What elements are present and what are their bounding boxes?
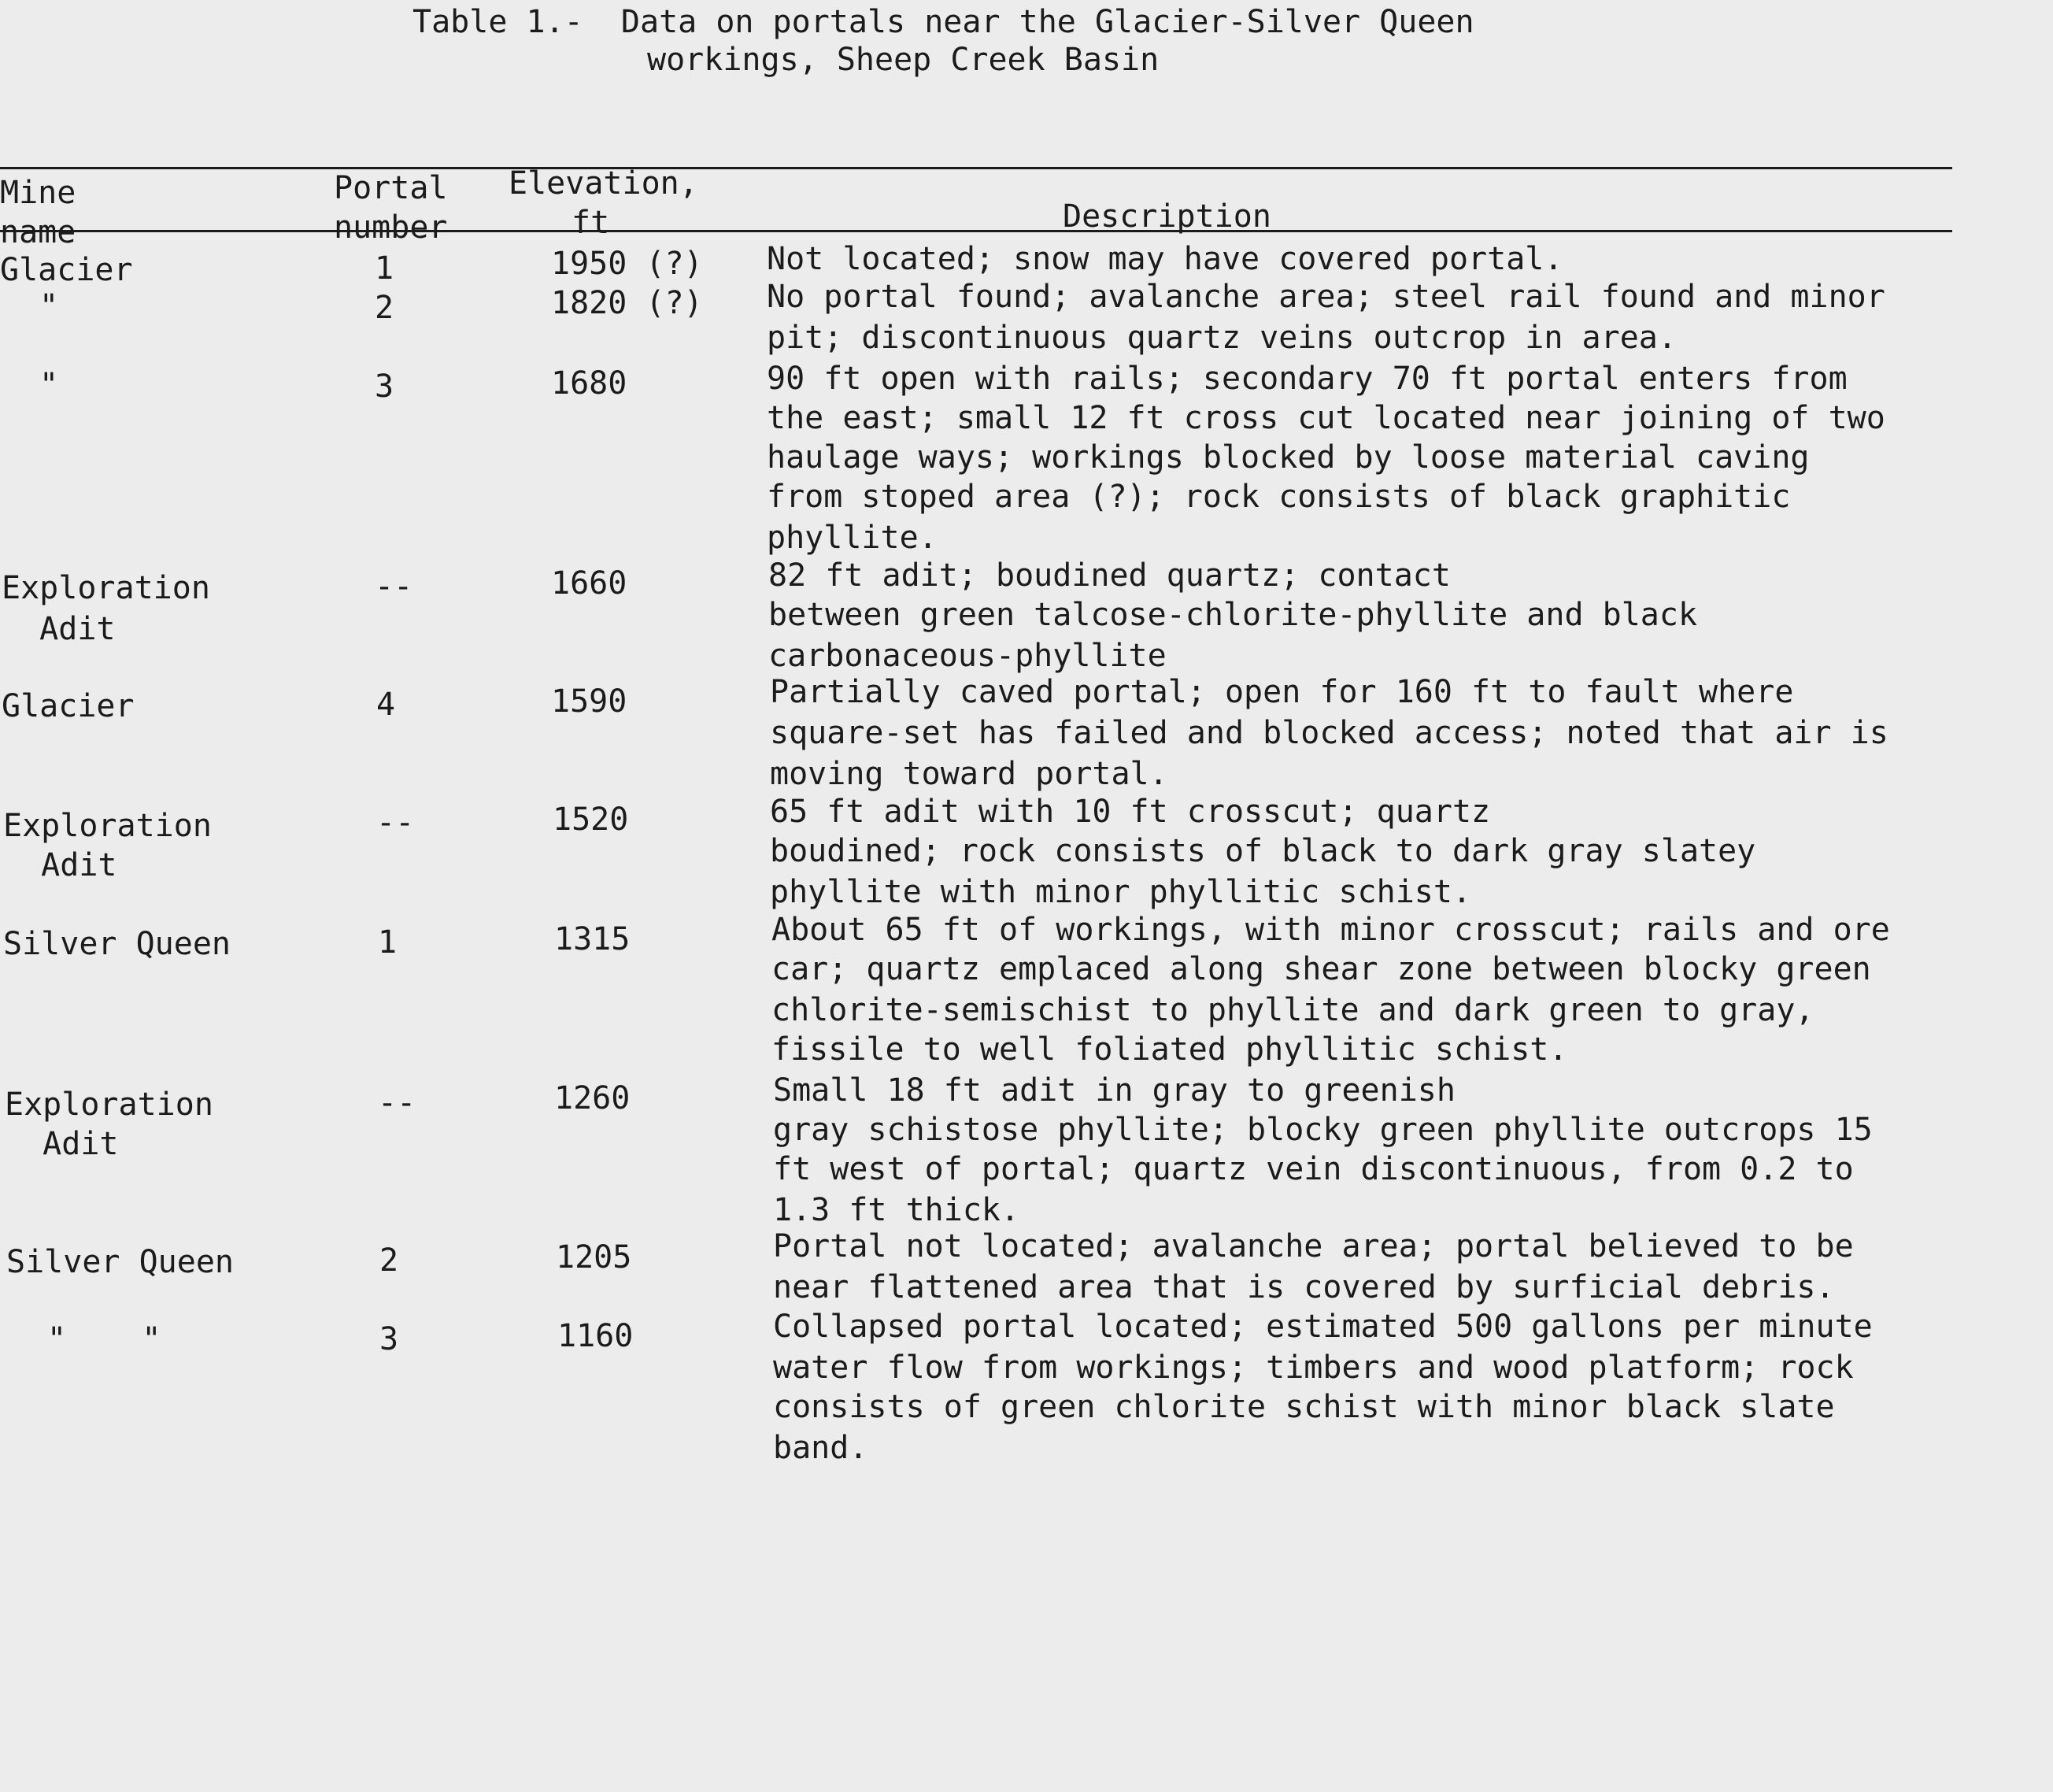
row-8-mine-line-1: Exploration — [5, 1087, 213, 1123]
row-3-portal: 3 — [375, 368, 394, 405]
row-1-mine: Glacier — [0, 252, 133, 288]
row-8-description-line-2: gray schistose phyllite; blocky green phyllite outcrops 15 — [773, 1112, 1873, 1148]
row-5-description-line-2: square-set has failed and blocked access; noted that air is — [770, 715, 1888, 751]
row-6-description-line-1: 65 ft adit with 10 ft crosscut; quartz — [770, 794, 1491, 830]
row-8-description-line-4: 1.3 ft thick. — [773, 1192, 1020, 1228]
row-3-description-line-3: haulage ways; workings blocked by loose material caving — [767, 439, 1810, 476]
row-3-description-line-5: phyllite. — [767, 520, 938, 556]
row-9-portal: 2 — [379, 1242, 399, 1279]
row-3-description-line-4: from stoped area (?); rock consists of black graphitic — [767, 479, 1791, 515]
row-7-description-line-3: chlorite-semischist to phyllite and dark green to gray, — [771, 992, 1814, 1028]
row-4-description-line-3: carbonaceous-phyllite — [768, 638, 1167, 674]
top-rule — [0, 167, 1952, 169]
table-title-line-2: workings, Sheep Creek Basin — [647, 42, 1160, 78]
row-4-mine-line-1: Exploration — [2, 570, 210, 606]
row-7-description-line-1: About 65 ft of workings, with minor crosscut; rails and ore — [771, 912, 1890, 948]
row-6-description-line-2: boudined; rock consists of black to dark gray slatey — [770, 833, 1756, 869]
row-9-mine: Silver Queen — [6, 1244, 234, 1280]
row-5-portal: 4 — [376, 687, 396, 723]
row-10-elevation: 1160 — [557, 1318, 634, 1354]
row-8-elevation: 1260 — [554, 1080, 631, 1116]
header-elevation-line-1: Elevation, — [509, 165, 698, 202]
row-8-mine-line-2: Adit — [5, 1126, 119, 1162]
row-7-description-line-4: fissile to well foliated phyllitic schist. — [771, 1031, 1568, 1068]
row-7-mine: Silver Queen — [3, 926, 231, 962]
row-8-portal: -- — [378, 1085, 416, 1121]
header-portal-number-line-2: number — [334, 209, 448, 246]
row-8-description-line-1: Small 18 ft adit in gray to greenish — [773, 1072, 1456, 1109]
row-9-elevation: 1205 — [556, 1239, 632, 1276]
row-3-elevation: 1680 — [551, 365, 627, 402]
row-7-portal: 1 — [378, 924, 398, 961]
row-6-elevation: 1520 — [553, 802, 629, 838]
header-mine-name-line-2: name — [0, 214, 76, 250]
header-elevation-line-2: ft — [572, 205, 610, 241]
header-portal-number-line-1: Portal — [334, 170, 448, 206]
row-9-description-line-2: near flattened area that is covered by surficial debris. — [773, 1269, 1835, 1305]
row-2-elevation: 1820 (?) — [551, 285, 703, 321]
row-3-mine: " — [39, 367, 59, 403]
row-4-elevation: 1660 — [551, 565, 627, 602]
row-7-elevation: 1315 — [554, 921, 631, 957]
row-1-description-line-1: Not located; snow may have covered portal. — [767, 241, 1563, 277]
row-2-description-line-2: pit; discontinuous quartz veins outcrop in area. — [767, 320, 1677, 356]
row-4-description-line-2: between green talcose-chlorite-phyllite and black — [768, 597, 1698, 633]
row-5-elevation: 1590 — [551, 683, 627, 720]
row-9-description-line-1: Portal not located; avalanche area; portal believed to be — [773, 1228, 1854, 1264]
row-5-mine: Glacier — [2, 688, 135, 724]
row-6-description-line-3: phyllite with minor phyllitic schist. — [770, 874, 1472, 910]
row-1-portal: 1 — [375, 250, 394, 287]
row-3-description-line-1: 90 ft open with rails; secondary 70 ft portal enters from — [767, 361, 1848, 397]
table-title-line-1: Table 1.- Data on portals near the Glacier-Silver Queen — [412, 4, 1474, 40]
row-2-portal: 2 — [375, 290, 394, 326]
row-7-description-line-2: car; quartz emplaced along shear zone between blocky green — [771, 951, 1871, 987]
row-6-portal: -- — [376, 805, 415, 841]
row-6-mine-line-1: Exploration — [3, 808, 212, 844]
row-4-portal: -- — [375, 568, 413, 605]
row-5-description-line-3: moving toward portal. — [770, 756, 1168, 792]
row-10-description-line-2: water flow from workings; timbers and wood platform; rock — [773, 1350, 1854, 1386]
row-4-mine-line-2: Adit — [2, 611, 116, 647]
header-mine-name-line-1: Mine — [0, 175, 76, 211]
row-3-description-line-2: the east; small 12 ft cross cut located near joining of two — [767, 400, 1885, 436]
row-10-description-line-4: band. — [773, 1430, 868, 1466]
header-rule — [0, 230, 1952, 232]
row-6-mine-line-2: Adit — [3, 847, 117, 883]
row-10-description-line-3: consists of green chlorite schist with minor black slate — [773, 1389, 1835, 1425]
row-10-mine: " " — [47, 1321, 161, 1357]
header-description: Description — [1063, 198, 1271, 235]
row-5-description-line-1: Partially caved portal; open for 160 ft to fault where — [770, 674, 1794, 710]
row-10-portal: 3 — [379, 1321, 399, 1357]
row-10-description-line-1: Collapsed portal located; estimated 500 gallons per minute — [773, 1309, 1873, 1345]
row-1-elevation: 1950 (?) — [551, 246, 703, 282]
row-2-description-line-1: No portal found; avalanche area; steel rail found and minor — [767, 279, 1885, 315]
row-2-mine: " — [39, 288, 59, 324]
row-8-description-line-3: ft west of portal; quartz vein discontinuous, from 0.2 to — [773, 1151, 1854, 1187]
row-4-description-line-1: 82 ft adit; boudined quartz; contact — [768, 557, 1451, 594]
